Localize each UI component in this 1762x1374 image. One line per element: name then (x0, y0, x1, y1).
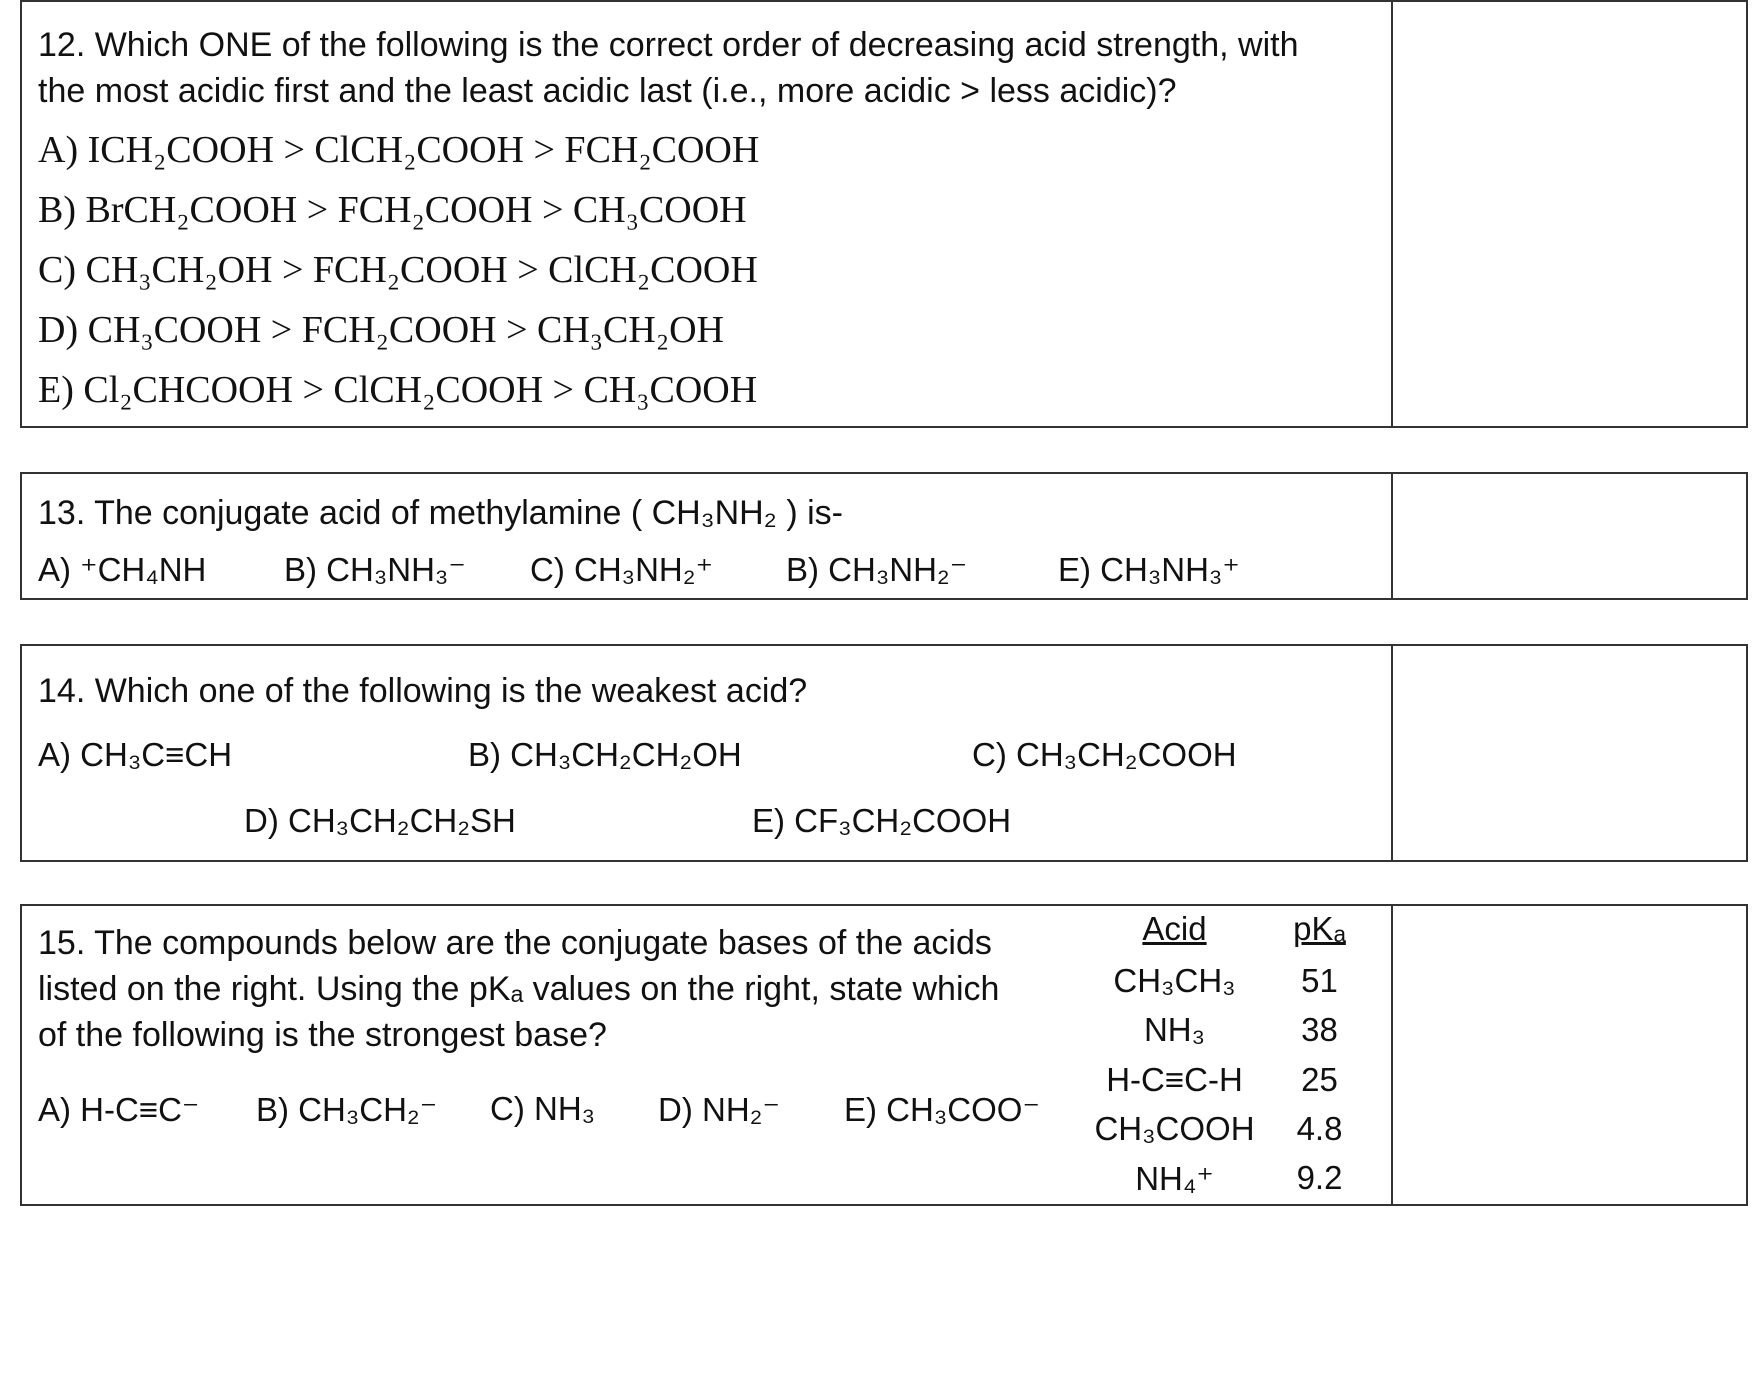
question-12-answer-cell[interactable] (1393, 2, 1746, 426)
pka-table-acid: NH₃ (1143, 1011, 1206, 1048)
question-13-option-e: E) CH₃NH₃⁺ (1058, 551, 1240, 588)
question-13-answer-cell[interactable] (1393, 474, 1746, 598)
question-13-option-c: C) CH₃NH₂⁺ (530, 551, 713, 588)
question-13-option-b: B) CH₃NH₃⁻ (284, 551, 466, 588)
pka-table-value: 38 (1301, 1011, 1338, 1048)
pka-table-header-pka: pKₐ (1293, 910, 1346, 947)
question-14-option-e: E) CF₃CH₂COOH (752, 802, 1012, 839)
question-12-option-e: E) Cl₂CHCOOH > ClCH₂COOH > CH₃COOH (38, 369, 758, 411)
question-12-option-d: D) CH₃COOH > FCH₂COOH > CH₃CH₂OH (38, 309, 724, 351)
question-15-line-2: listed on the right. Using the pKₐ values on the right, state which (38, 970, 1000, 1008)
question-15-option-a: A) H-C≡C⁻ (38, 1091, 200, 1128)
question-14-answer-cell[interactable] (1393, 646, 1746, 860)
pka-table-value: 25 (1301, 1061, 1338, 1098)
question-12-option-b: B) BrCH₂COOH > FCH₂COOH > CH₃COOH (38, 189, 747, 231)
question-12-option-c: C) CH₃CH₂OH > FCH₂COOH > ClCH₂COOH (38, 249, 758, 291)
question-13-stem: 13. The conjugate acid of methylamine ( CH₃NH₂ ) is- (38, 494, 843, 532)
question-12-box (20, 0, 1748, 428)
question-14-box (20, 644, 1748, 862)
question-14-option-b: B) CH₃CH₂CH₂OH (468, 736, 742, 773)
question-12-line-1: 12. Which ONE of the following is the correct order of decreasing acid strength, with (38, 26, 1299, 64)
question-14-stem: 14. Which one of the following is the weakest acid? (38, 672, 808, 710)
question-13-option-d: B) CH₃NH₂⁻ (786, 551, 968, 588)
question-14-option-d: D) CH₃CH₂CH₂SH (244, 802, 516, 839)
question-15-option-d: D) NH₂⁻ (658, 1091, 780, 1128)
question-15-option-e: E) CH₃COO⁻ (844, 1091, 1040, 1128)
question-15-box (20, 904, 1748, 1206)
question-15-answer-cell[interactable] (1393, 906, 1746, 1204)
question-13-option-a: A) ⁺CH₄NH (38, 551, 207, 588)
pka-table-value: 51 (1301, 962, 1338, 999)
question-15-line-1: 15. The compounds below are the conjugate bases of the acids (38, 924, 992, 962)
pka-table-acid: CH₃CH₃ (1113, 962, 1236, 999)
pka-table-value: 4.8 (1296, 1110, 1343, 1147)
question-15-option-c: C) NH₃ (490, 1090, 596, 1127)
question-14-option-a: A) CH₃C≡CH (38, 736, 233, 773)
question-14-option-c: C) CH₃CH₂COOH (972, 736, 1237, 773)
question-15-option-b: B) CH₃CH₂⁻ (256, 1091, 438, 1128)
question-15-line-3: of the following is the strongest base? (38, 1016, 607, 1054)
pka-table-acid: NH₄⁺ (1135, 1160, 1214, 1197)
pka-table-acid: H-C≡C-H (1106, 1061, 1243, 1098)
pka-table-value: 9.2 (1296, 1159, 1343, 1196)
question-12-line-2: the most acidic first and the least acidic last (i.e., more acidic > less acidic)? (38, 72, 1177, 110)
question-13-box (20, 472, 1748, 600)
pka-table-acid: CH₃COOH (1094, 1110, 1255, 1147)
question-12-option-a: A) ICH₂COOH > ClCH₂COOH > FCH₂COOH (38, 129, 760, 171)
pka-table-header-acid: Acid (1142, 910, 1207, 947)
